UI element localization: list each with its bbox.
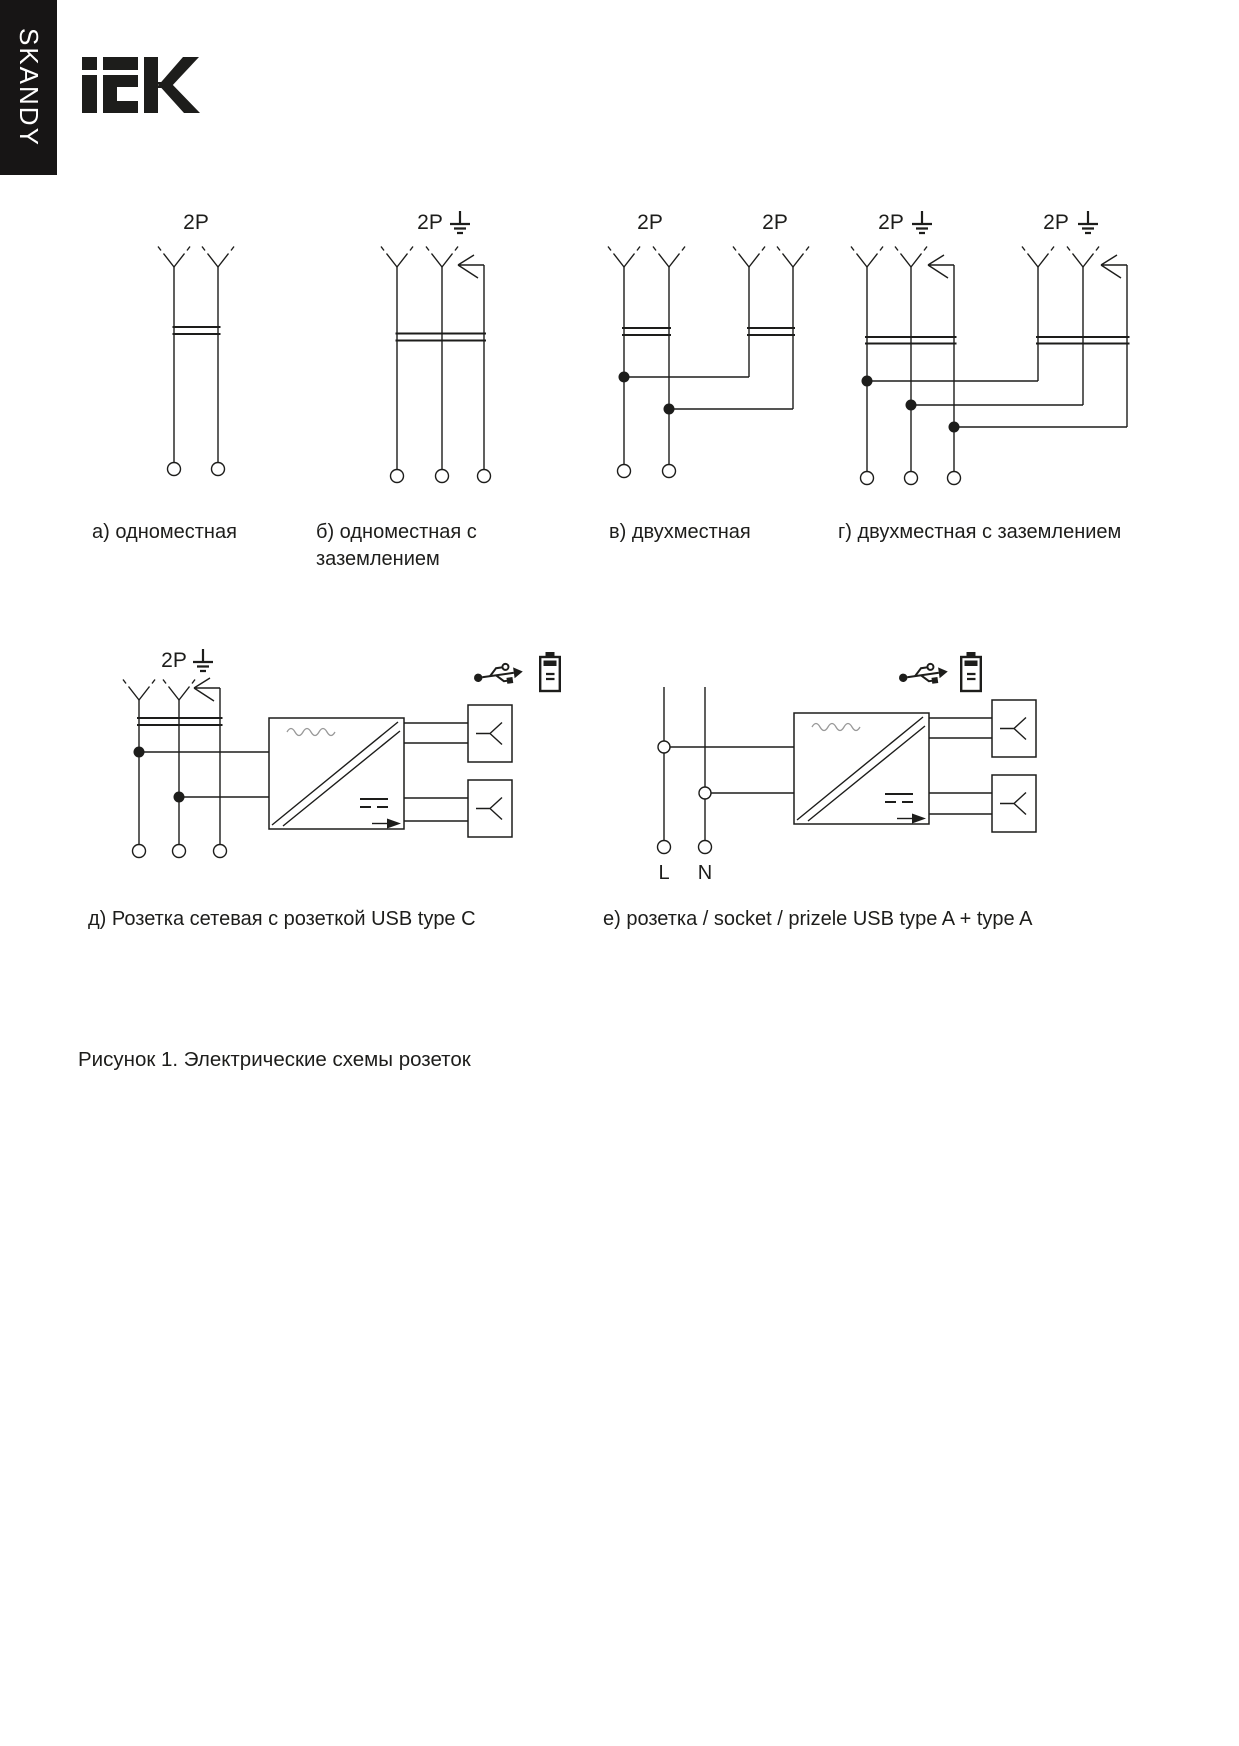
diagram-e-label: е) розетка / socket / prizele USB type A + type A [603,908,1033,930]
terminal [618,465,631,478]
diagram-double-socket [608,211,809,478]
junction-dot [862,376,873,387]
pole-count-label: 2P [417,211,443,234]
ac-dc-converter [794,713,929,824]
junction-dot [134,747,145,758]
contact-fork-icon [381,247,413,268]
junction-dot [949,422,960,433]
contact-fork-icon [202,247,234,268]
usb-output-port [468,780,512,837]
contact-fork-icon [123,680,155,701]
junction-dot [174,792,185,803]
junction-terminal [699,787,711,799]
terminal [861,472,874,485]
battery-icon [961,652,981,691]
pole-count-label: 2P [183,211,209,234]
contact-fork-icon [608,247,640,268]
usb-output-port [992,775,1036,832]
junction-dot [664,404,675,415]
pole-count-label: 2P [762,211,788,234]
contact-fork-icon [1022,247,1054,268]
diagram-single-socket-grounded [381,211,491,483]
earth-symbol-icon [912,211,932,233]
neutral-terminal-label: N [697,862,713,884]
terminal [133,845,146,858]
contact-fork-icon [777,247,809,268]
pole-count-label: 2P [1043,211,1069,234]
battery-icon [540,652,560,691]
diagram-double-socket-grounded [851,211,1130,485]
ground-contact-icon [1101,255,1127,278]
wiring [174,267,218,463]
socket-body [137,718,223,725]
figure-caption: Рисунок 1. Электрические схемы розеток [78,1048,471,1071]
terminal [168,463,181,476]
ac-dc-converter [269,718,404,829]
terminal [948,472,961,485]
diagram-socket-usb-a [658,652,1037,884]
contact-fork-icon [653,247,685,268]
diagram-d-label: д) Розетка сетевая с розеткой USB type C [88,908,476,930]
terminal [436,470,449,483]
contact-fork-icon [163,680,195,701]
diagram-a-label: а) одноместная [92,521,237,543]
terminal [663,465,676,478]
earth-symbol-icon [193,649,213,671]
terminal [478,470,491,483]
contact-fork-icon [426,247,458,268]
diagram-socket-usb-c [123,649,560,858]
ground-contact-icon [194,678,220,701]
terminal [391,470,404,483]
diagram-b-label-line1: б) одноместная с [316,521,477,543]
usb-output-port [992,700,1036,757]
contact-fork-icon [733,247,765,268]
usb-output-port [468,705,512,762]
wiring [867,265,1127,472]
terminal [699,841,712,854]
brand-tab-label: SKANDY [14,28,44,147]
socket-body [396,334,487,341]
pole-count-label: 2P [637,211,663,234]
wiring [624,267,793,465]
diagram-b-label [316,519,477,573]
contact-fork-icon [158,247,190,268]
terminal [905,472,918,485]
contact-fork-icon [895,247,927,268]
terminal [212,463,225,476]
pole-count-label: 2P [161,649,187,672]
socket-body [865,337,1130,344]
terminal [658,841,671,854]
diagram-single-socket [158,211,234,476]
pole-count-label: 2P [878,211,904,234]
terminal [173,845,186,858]
contact-fork-icon [851,247,883,268]
line-terminal-label: L [658,862,670,884]
ground-contact-icon [458,255,484,278]
junction-dot [619,372,630,383]
junction-terminal [658,741,670,753]
diagram-v-label: в) двухместная [609,521,751,543]
ground-contact-icon [928,255,954,278]
usb-icon [898,662,950,689]
earth-symbol-icon [450,211,470,233]
junction-dot [906,400,917,411]
usb-icon [473,662,525,689]
earth-symbol-icon [1078,211,1098,233]
terminal [214,845,227,858]
diagram-g-label: г) двухместная с заземлением [838,521,1122,543]
contact-fork-icon [1067,247,1099,268]
socket-body [622,328,795,335]
socket-body [173,327,221,334]
wiring [397,265,484,470]
diagram-b-label-line2: заземлением [316,548,440,570]
